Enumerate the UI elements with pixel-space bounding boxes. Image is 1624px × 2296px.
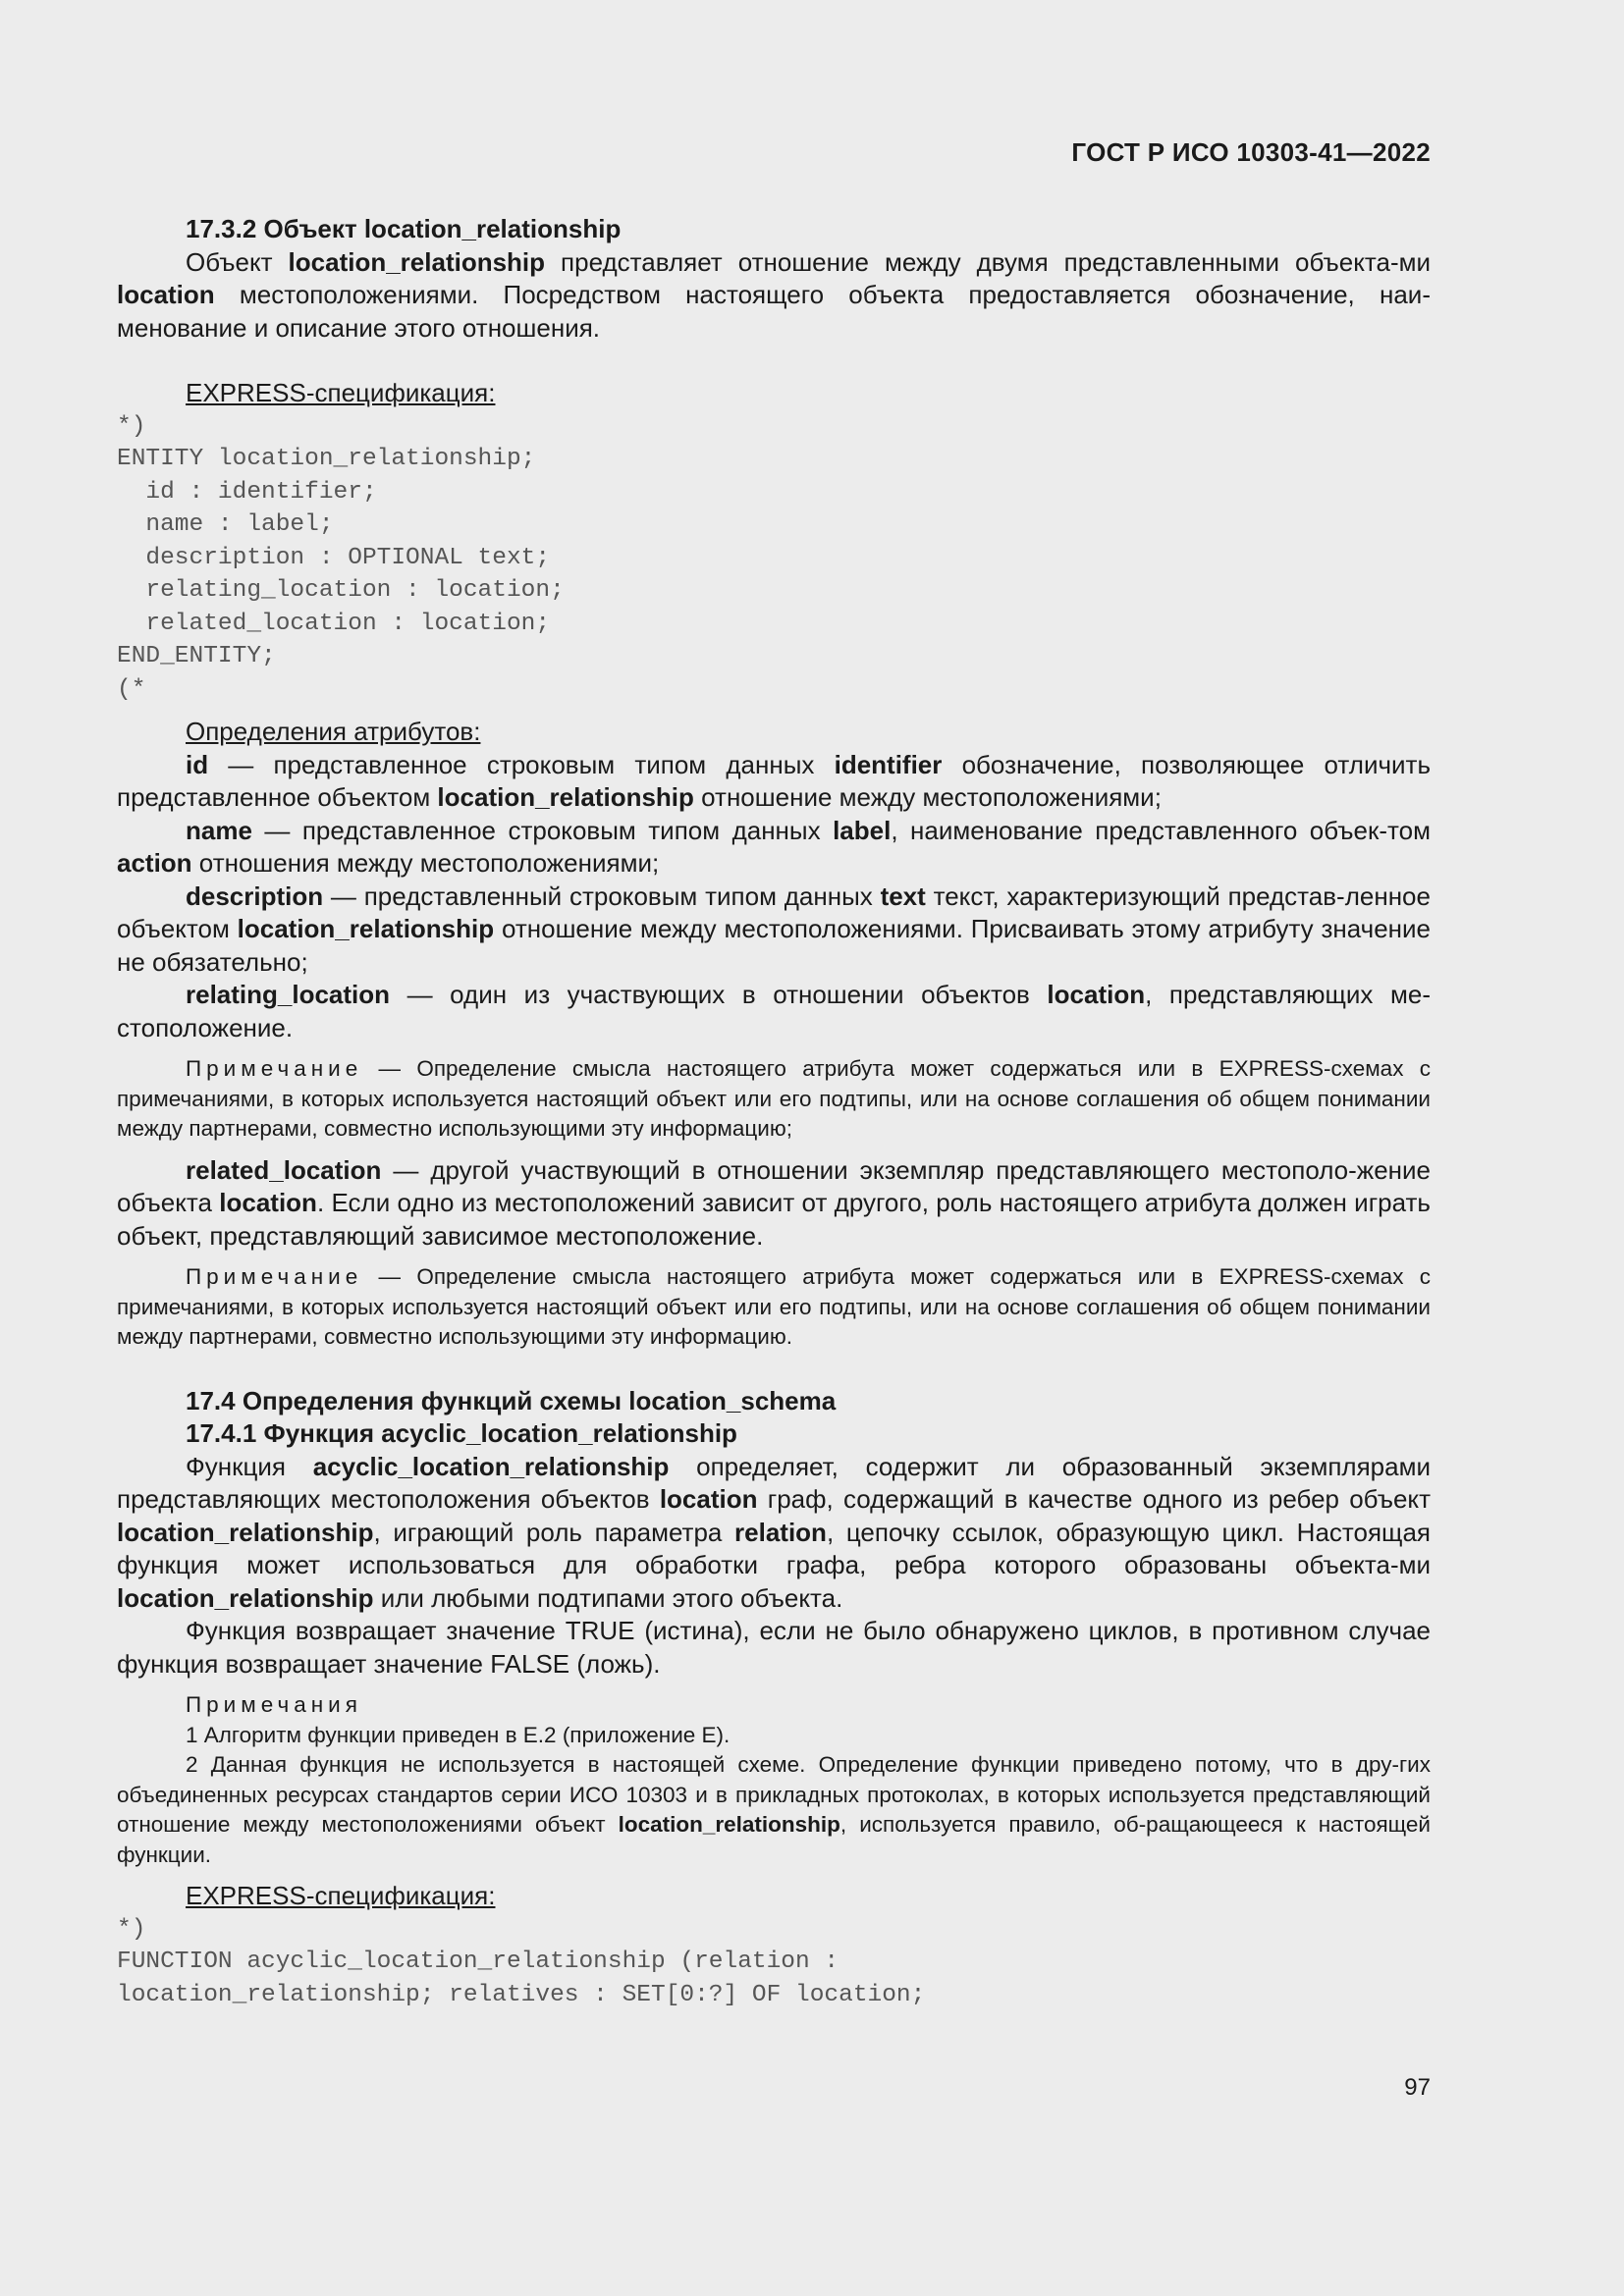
attr-related-definition: related_location — другой участвующий в отношении экземпляр представляющего местополо-жение объекта location. Если одно из местоположений зависит от другого, роль настоящего атрибута должен играть объект, представляющий зависимое местоположение. bbox=[117, 1154, 1431, 1251]
function-paragraph-2: Функция возвращает значение TRUE (истина), если не было обнаружено циклов, в противном случае функция возвращает значение FALSE (ложь). bbox=[117, 1616, 1431, 1679]
bold-term: location bbox=[219, 1188, 317, 1217]
bold-term: relation bbox=[734, 1517, 827, 1547]
section-heading-17-4-1: 17.4.1 Функция acyclic_location_relationship bbox=[186, 1418, 737, 1448]
document-page bbox=[117, 137, 1431, 2011]
section-heading-17-3-2: 17.3.2 Объект location_relationship bbox=[186, 214, 622, 243]
bold-term: location_relationship bbox=[618, 1812, 840, 1837]
bold-term: label bbox=[833, 815, 892, 845]
attr-relating-definition: relating_location — один из участвующих в отношении объектов location, представляющих ме-стоположение. bbox=[117, 980, 1431, 1042]
bold-term: location_relationship bbox=[437, 782, 694, 812]
intro-paragraph: Объект location_relationship представляет отношение между двумя представленными объекта-ми location местоположениями. Посредством настоящего объекта предоставляется обозначение, наи-менование и описание этого отношения. bbox=[117, 246, 1431, 343]
note-text: — Определение смысла настоящего атрибута может содержаться или в EXPRESS-схемах с примечаниями, в которых используется настоящий объект или его подтипы, или на основе соглашения об общем понимании между партнерами, совместно использующими эту информацию. bbox=[117, 1264, 1431, 1349]
bold-term: text bbox=[880, 881, 926, 911]
attr-id-definition: id — представленное строковым типом данных identifier обозначение, позволяющее отличить представленное объектом location_relationship отношение между местоположениями; bbox=[117, 749, 1431, 812]
note-label: Примечание bbox=[186, 1056, 363, 1081]
bold-term: location bbox=[1047, 980, 1146, 1009]
bold-term: location_relationship bbox=[117, 1517, 374, 1547]
bold-term: location bbox=[659, 1484, 758, 1514]
express-code-entity: *) ENTITY location_relationship; id : identifier; name : label; description : OPTIONAL text; relating_location : location; related_location : location; END_ENTITY; (* bbox=[117, 412, 565, 703]
attributes-label: Определения атрибутов: bbox=[186, 717, 481, 746]
bold-term: location_relationship bbox=[237, 914, 495, 943]
express-spec-label-2: EXPRESS-спецификация: bbox=[186, 1881, 496, 1910]
note-label: Примечание bbox=[186, 1264, 363, 1289]
bold-term: related_location bbox=[186, 1154, 382, 1185]
bold-term: description bbox=[186, 881, 324, 911]
attr-description-definition: description — представленный строковым типом данных text текст, характеризующий представ-ленное объектом location_relationship отношение между местоположениями. Присваивать этому атрибуту значение не обязательно; bbox=[117, 881, 1431, 977]
bold-term: relating_location bbox=[186, 980, 391, 1009]
function-paragraph-1: Функция acyclic_location_relationship определяет, содержит ли образованный экземплярами представляющих местоположения объектов location граф, содержащий в качестве одного из ребер объект location_relationship, играющий роль параметра relation, цепочку ссылок, образующую цикл. Настоящая функция может использоваться для обработки графа, ребра которого образованы объекта-ми location_relationship или любыми подтипами этого объекта. bbox=[117, 1451, 1432, 1613]
express-code-function: *) FUNCTION acyclic_location_relationship (relation : location_relationship; relatives : SET[0:?] OF location; bbox=[117, 1915, 926, 2008]
bold-term: name bbox=[186, 815, 252, 845]
function-note-2: 2 Данная функция не используется в настоящей схеме. Определение функции приведено потому, что в дру-гих объединенных ресурсах стандартов серии ИСО 10303 и в прикладных протоколах, в которых используется представляющий отношение между местоположениями объект location_relationship, используется правило, об-ращающееся к настоящей функции. bbox=[117, 1752, 1431, 1867]
bold-term: action bbox=[117, 848, 192, 878]
note-text: — Определение смысла настоящего атрибута может содержаться или в EXPRESS-схемах с примечаниями, в которых используется настоящий объект или его подтипы, или на основе соглашения об общем понимании между партнерами, совместно использующими эту информацию; bbox=[117, 1056, 1431, 1141]
section-heading-17-4: 17.4 Определения функций схемы location_schema bbox=[186, 1385, 837, 1415]
express-spec-label: EXPRESS-спецификация: bbox=[186, 378, 496, 407]
function-note-1: 1 Алгоритм функции приведен в Е.2 (приложение Е). bbox=[186, 1722, 731, 1747]
bold-term: location_relationship bbox=[117, 1582, 374, 1613]
bold-term: location_relationship bbox=[288, 246, 546, 277]
attr-name-definition: name — представленное строковым типом данных label, наименование представленного объек-том action отношения между местоположениями; bbox=[117, 815, 1431, 878]
note-related bbox=[117, 1262, 1431, 1353]
bold-term: location bbox=[117, 280, 215, 309]
page-number: 97 bbox=[1404, 2074, 1431, 2101]
bold-term: id bbox=[186, 749, 209, 779]
bold-term: identifier bbox=[834, 749, 943, 779]
bold-term: acyclic_location_relationship bbox=[312, 1451, 670, 1481]
document-header: ГОСТ Р ИСО 10303-41—2022 bbox=[1071, 137, 1431, 167]
note-relating bbox=[117, 1054, 1431, 1145]
notes-label: Примечания bbox=[186, 1692, 362, 1717]
